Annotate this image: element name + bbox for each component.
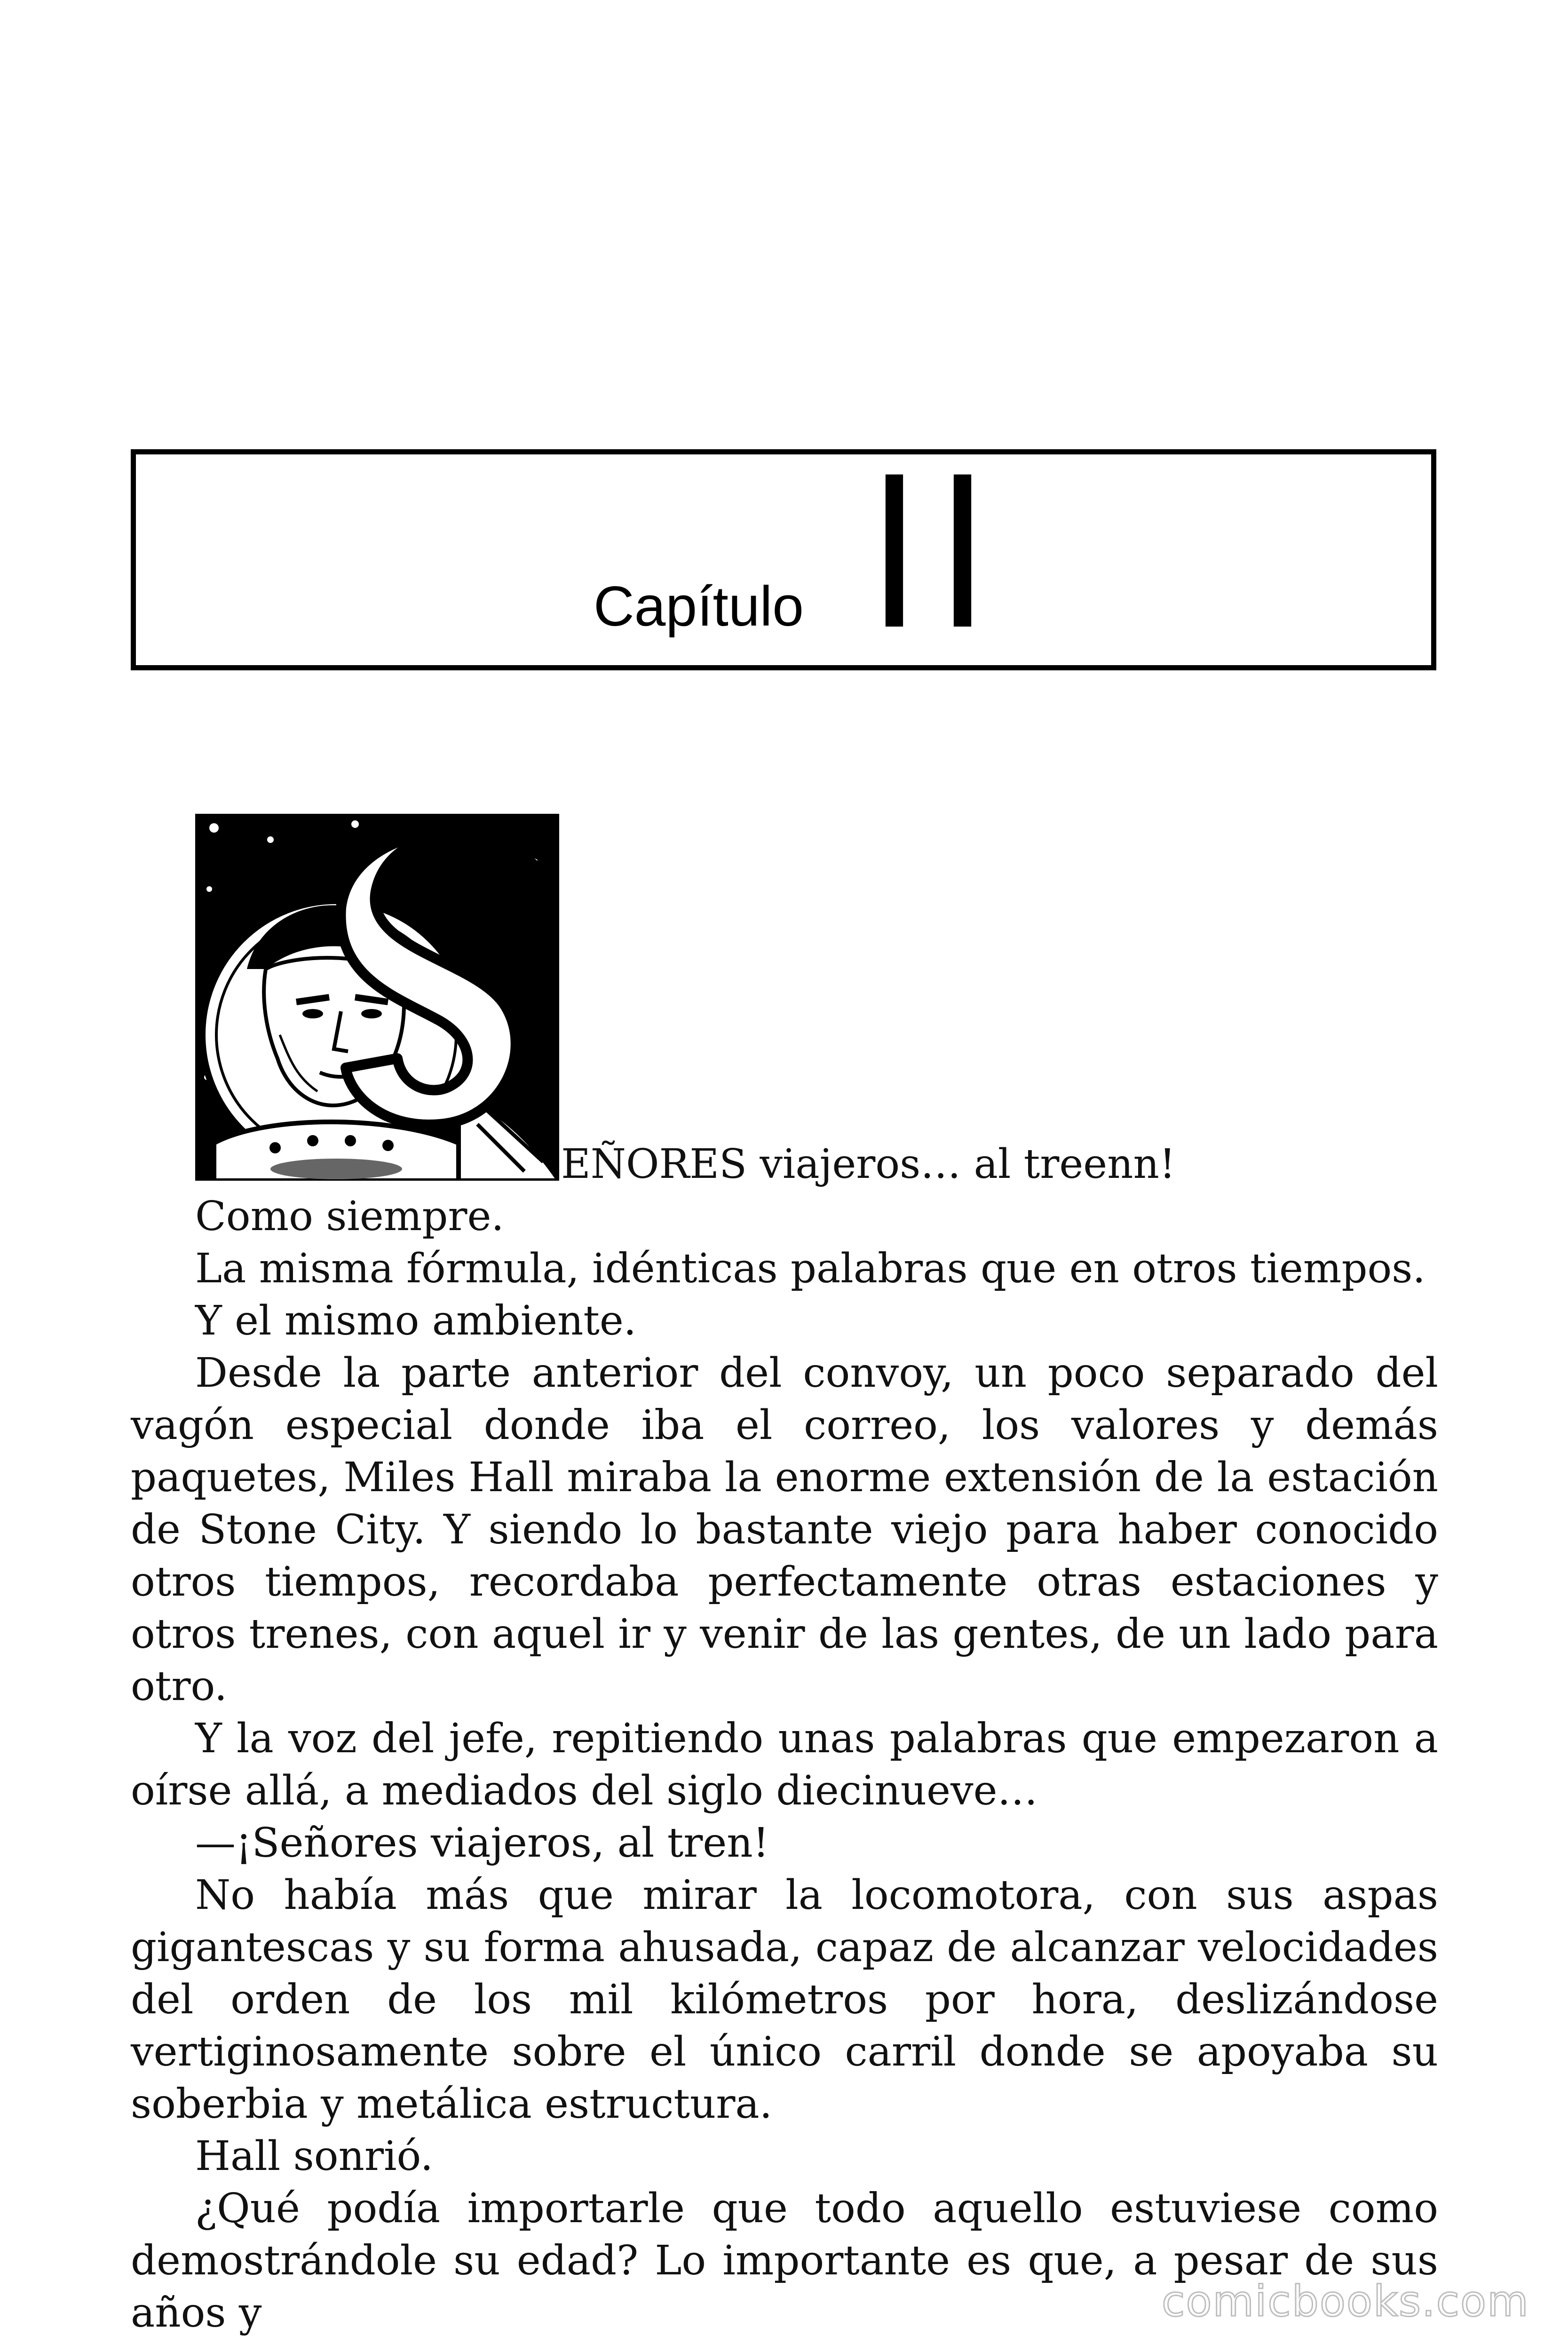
astronaut-dropcap-illustration [195,814,559,1181]
chapter-number: II [868,427,1005,674]
paragraph: Hall sonrió. [195,2133,434,2180]
text-line: Y el mismo ambiente. [195,1297,637,1344]
dropcap-art [195,814,559,1181]
text-line: Como siempre. [195,1193,504,1240]
text-line: La misma fórmula, idénticas palabras que en otros tiempos. [195,1245,1425,1292]
body-text [131,1138,1438,2339]
opening-line: EÑORES viajeros… al treenn! [561,1141,1176,1188]
paragraph: No había más que mirar la locomotora, con sus aspas gigantescas y su forma ahusada, capaz de alcanzar velocidades del orden de los mil kilómetros por hora, deslizándose vertiginosamente sobre el único carril donde se apoyaba su soberbia y metálica estructura. [131,1872,1438,2128]
paragraph: —¡Señores viajeros, al tren! [195,1820,769,1867]
paragraph: ¿Qué podía importarle que todo aquello estuviese como demostrándole su edad? Lo importante es que, a pesar de sus años y [131,2185,1438,2336]
paragraph: Y la voz del jefe, repitiendo unas palabras que empezaron a oírse allá, a mediados del siglo diecinueve… [131,1715,1438,1814]
paragraph: Desde la parte anterior del convoy, un poco separado del vagón especial donde iba el correo, los valores y demás paquetes, Miles Hall miraba la enorme extensión de la estación de Stone City. Y siendo lo bastante viejo para haber conocido otros tiempos, recordaba perfectamente otras estaciones y otros trenes, con aquel ir y venir de las gentes, de un lado para otro. [131,1350,1438,1710]
chapter-word: Capítulo [594,575,804,638]
watermark: comicbooks.com [1162,2277,1529,2326]
